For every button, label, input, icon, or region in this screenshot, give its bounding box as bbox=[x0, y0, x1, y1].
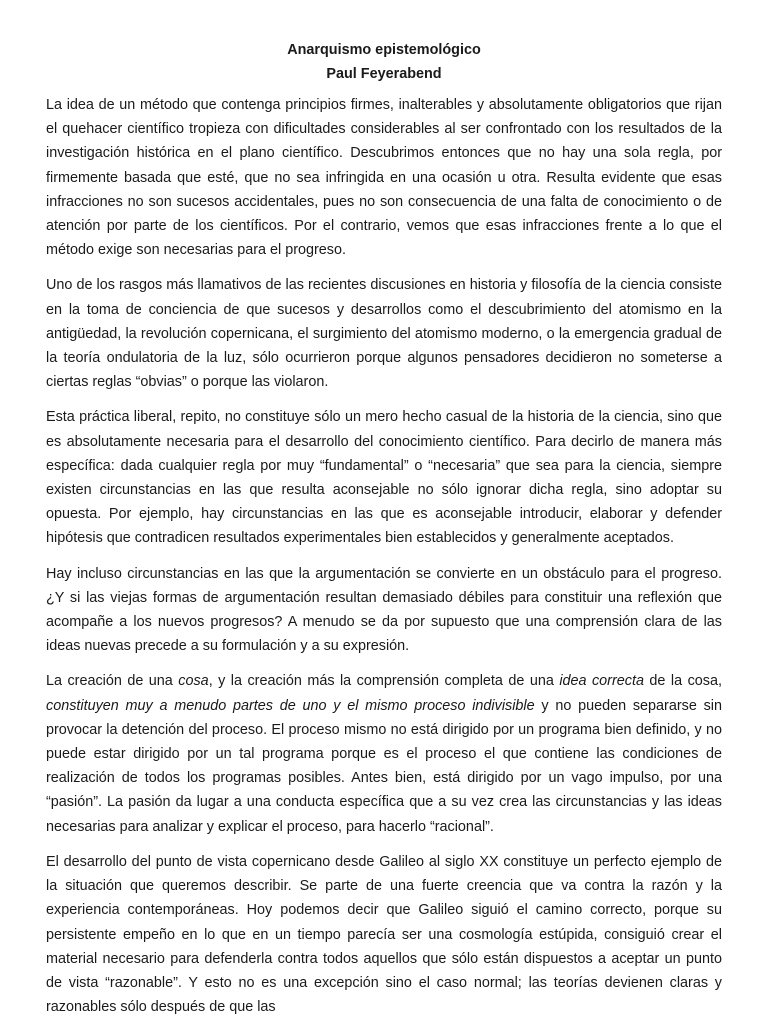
title-block bbox=[46, 38, 722, 86]
paragraph-text: El desarrollo del punto de vista copernicano desde Galileo al siglo XX constituye un perfecto ejemplo de la situación que queremos describir. Se parte de una fuerte creencia que va contra la razón y la experiencia contemporáneas. Hoy podemos decir que Galileo siguió el camino correcto, porque su persistente empeño en lo que en un tiempo parecía ser una cosmología estúpida, consiguió crear el material necesario para defenderla contra todos aquellos que sólo están dispuestos a aceptar un punto de vista “razonable”. Y esto no es una excepción sino el caso normal; las teorías devienen claras y razonables sólo después de que las bbox=[46, 853, 722, 1016]
paragraph bbox=[46, 669, 722, 838]
italic-text: cosa bbox=[178, 673, 209, 690]
paragraph-text: Esta práctica liberal, repito, no constituye sólo un mero hecho casual de la historia de la ciencia, sino que es absolutamente necesaria para el desarrollo del conocimiento científico. Para decirlo de manera más específica: dada cualquier regla por muy “fundamental” o “necesaria” que sea para la ciencia, siempre existen circunstancias en las que resulta aconsejable no sólo ignorar dicha regla, sino adoptar su opuesta. Por ejemplo, hay circunstancias en las que es aconsejable introducir, elaborar y defender hipótesis que contradicen resultados experimentales bien establecidos y generalmente aceptados. bbox=[46, 409, 722, 547]
paragraph-text: La creación de una bbox=[46, 673, 179, 690]
paragraph bbox=[46, 562, 722, 659]
paragraph-text: Hay incluso circunstancias en las que la argumentación se convierte en un obstáculo para el progreso. ¿Y si las viejas formas de argumentación resultan demasiado débiles para constituir una reflexión que acompañe a los nuevos progresos? A menudo se da por supuesto que una comprensión clara de las ideas nuevas precede a su formulación y a su expresión. bbox=[46, 565, 722, 655]
document-title: Anarquismo epistemológico bbox=[287, 42, 481, 58]
paragraph bbox=[46, 93, 722, 262]
paragraph bbox=[46, 850, 722, 1019]
italic-text: idea correcta bbox=[559, 673, 644, 690]
paragraph bbox=[46, 273, 722, 394]
italic-text: constituyen muy a menudo partes de uno y el mismo proceso indivisible bbox=[46, 697, 535, 714]
document-body bbox=[46, 93, 722, 1019]
paragraph-text: Uno de los rasgos más llamativos de las recientes discusiones en historia y filosofía de la ciencia consiste en la toma de conciencia de que sucesos y desarrollos como el descubrimiento del atomismo en la antigüedad, la revolución copernicana, el surgimiento del atomismo moderno, o la emergencia gradual de la teoría ondulatoria de la luz, sólo ocurrieron porque algunos pensadores decidieron no someterse a ciertas reglas “obvias” o porque las violaron. bbox=[46, 277, 722, 391]
paragraph-text: de la cosa, bbox=[643, 673, 722, 690]
document-author: Paul Feyerabend bbox=[326, 66, 442, 82]
paragraph-text: , y la creación más la comprensión completa de una bbox=[208, 673, 560, 690]
paragraph bbox=[46, 405, 722, 550]
paragraph-text: La idea de un método que contenga principios firmes, inalterables y absolutamente obligatorios que rijan el quehacer científico tropieza con dificultades considerables al ser confrontado con los resultados de la investigación histórica en el plano científico. Descubrimos entonces que no hay una sola regla, por firmemente basada que esté, que no sea infringida en una ocasión u otra. Resulta evidente que esas infracciones no son sucesos accidentales, pues no son consecuencia de una falta de conocimiento o de atención por parte de los científicos. Por el contrario, vemos que esas infracciones frente a lo que el método exige son necesarias para el progreso. bbox=[46, 97, 722, 259]
document-page bbox=[46, 38, 722, 1030]
paragraph-text: y no pueden separarse sin provocar la detención del proceso. El proceso mismo no está dirigido por un programa bien definido, y no puede estar dirigido por un tal programa porque es el proceso el que contiene las condiciones de realización de todos los programas posibles. Antes bien, está dirigido por un vago impulso, por una “pasión”. La pasión da lugar a una conducta específica que a su vez crea las circunstancias y las ideas necesarias para analizar y explicar el proceso, para hacerlo “racional”. bbox=[46, 697, 722, 835]
